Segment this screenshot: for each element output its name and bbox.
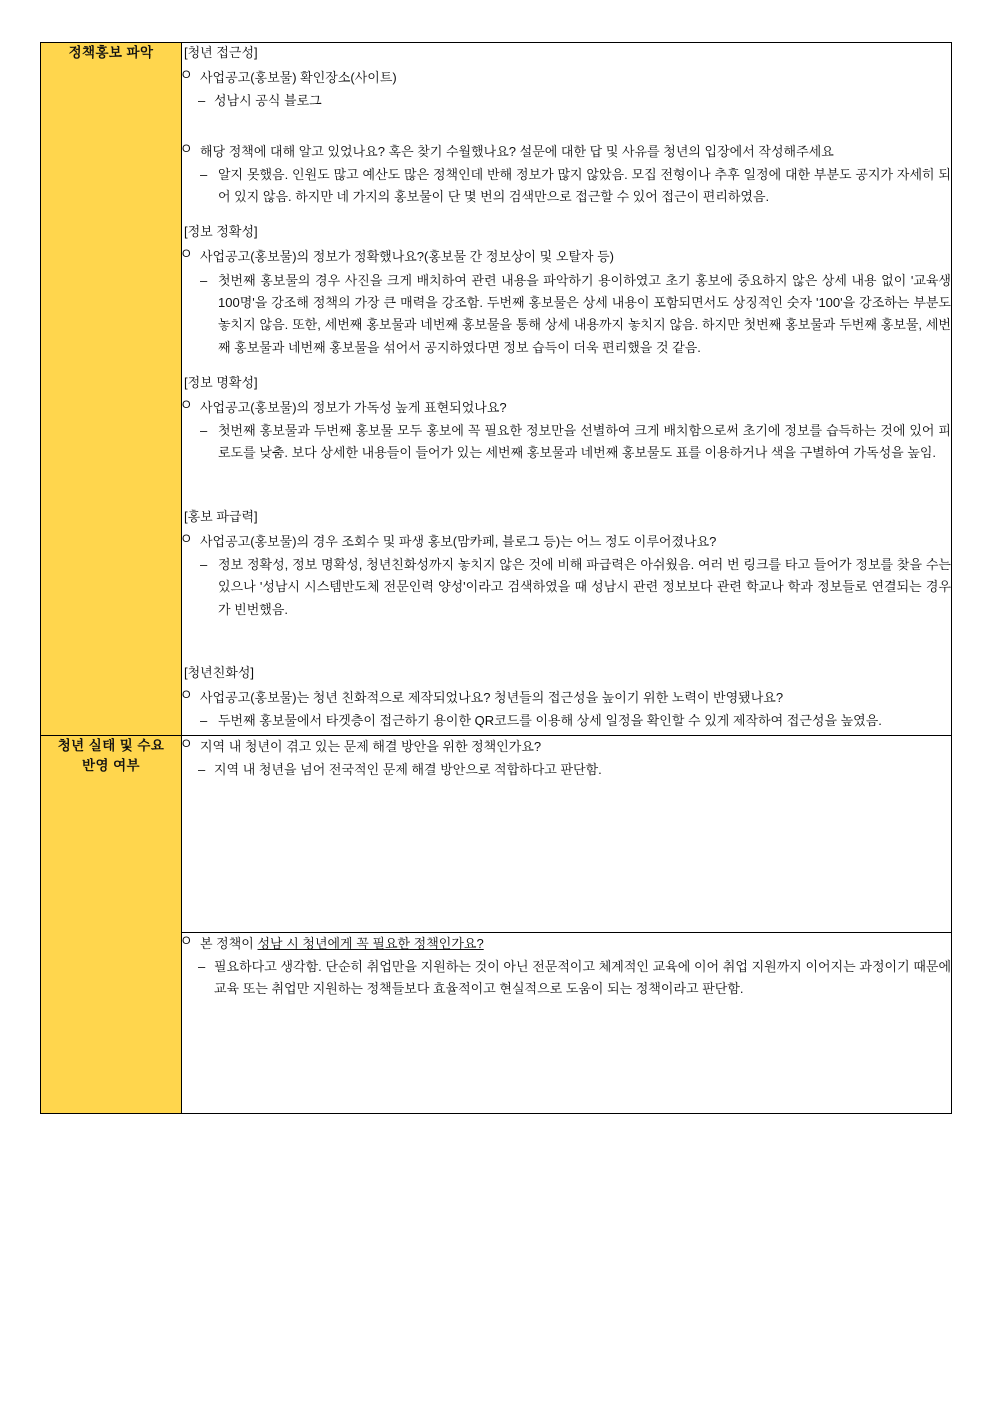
question-item xyxy=(182,67,951,88)
section-info-clarity xyxy=(182,373,951,493)
row-label-text-line1: 청년 실태 및 수요 xyxy=(57,737,165,753)
row-content-youth-needs-1 xyxy=(182,735,952,932)
question-bullet-icon: O xyxy=(182,248,191,261)
question-text: 지역 내 청년이 겪고 있는 문제 해결 방안을 위한 정책인가요? xyxy=(200,738,542,754)
evaluation-table xyxy=(40,42,952,1114)
row-label-text: 정책홍보 파악 xyxy=(68,45,154,60)
spacer xyxy=(182,115,951,141)
table-row-youth-needs-top xyxy=(41,735,952,932)
question-text: 해당 정책에 대해 알고 있었나요? 혹은 찾기 수월했나요? 설문에 대한 답 및 사유를 청년의 입장에서 작성해주세요 xyxy=(200,143,834,159)
answer-item xyxy=(182,956,951,1001)
question-item xyxy=(182,736,951,757)
question-text: 사업공고(홍보물)의 정보가 가독성 높게 표현되었나요? xyxy=(200,400,507,416)
answer-item xyxy=(182,90,951,112)
section-youth-friendliness xyxy=(182,663,951,733)
spacer xyxy=(182,467,951,493)
section-heading: [정보 명확성] xyxy=(184,374,258,390)
answer-dash-icon: – xyxy=(200,713,208,729)
question-item xyxy=(182,246,951,267)
question-item xyxy=(182,687,951,708)
question-item xyxy=(182,531,951,552)
question-bullet-icon: O xyxy=(182,689,191,702)
answer-dash-icon: – xyxy=(200,272,208,288)
row-label-text-line2: 반영 여부 xyxy=(82,757,140,773)
section-heading: [홍보 파급력] xyxy=(184,508,258,524)
answer-item xyxy=(182,164,951,209)
answer-text: 알지 못했음. 인원도 많고 예산도 많은 정책인데 반해 정보가 많지 않았음. 모집 전형이나 추후 일정에 대한 부분도 공지가 자세히 되어 있지 않음. 하지만 네 가지의 홍보물이 단 몇 번의 검색만으로 접근할 수 있어 접근이 편리하였음. xyxy=(218,166,951,204)
table-row-policy-promotion xyxy=(41,43,952,736)
answer-text: 첫번째 홍보물과 두번째 홍보물 모두 홍보에 꼭 필요한 정보만을 선별하여 크게 배치함으로써 초기에 정보를 습득하는 것에 있어 피로도를 낮춤. 보다 상세한 내용들이 들어가 있는 세번째 홍보물과 네번째 홍보물도 표를 이용하거나 색을 구별하여 가독성을 높임. xyxy=(218,423,951,461)
row-label-policy-promotion xyxy=(41,43,182,736)
answer-text: 첫번째 홍보물의 경우 사진을 크게 배치하여 관련 내용을 파악하기 용이하였고 초기 홍보에 중요하지 않은 상세 내용 없이 '교육생 100명'을 강조해 정책의 가장 큰 매력을 강조함. 두번째 홍보물은 상세 내용이 포함되면서도 상징적인 숫자 '100'을 강조하는 부분도 놓치지 않음. 또한, 세번째 홍보물과 네번째 홍보물을 통해 상세 내용까지 놓치지 않음. 하지만 첫번째 홍보물과 두번째 홍보물, 세번째 홍보물과 네번째 홍보물을 섞어서 공지하였다면 정보 습득이 더욱 편리했을 것 같음. xyxy=(218,272,951,355)
answer-dash-icon: – xyxy=(200,423,208,439)
question-text: 사업공고(홍보물)는 청년 친화적으로 제작되었나요? 청년들의 접근성을 높이기 위한 노력이 반영됐나요? xyxy=(200,690,784,706)
spacer xyxy=(182,623,951,649)
answer-text: 필요하다고 생각함. 단순히 취업만을 지원하는 것이 아닌 전문적이고 체계적인 교육에 이어 취업 지원까지 이어지는 과정이기 때문에 교육 또는 취업만 지원하는 정책들보다 효율적이고 현실적으로 도움이 되는 정책이라고 판단함. xyxy=(214,958,951,997)
answer-item xyxy=(182,759,951,781)
answer-text: 정보 정확성, 정보 명확성, 청년친화성까지 놓치지 않은 것에 비해 파급력은 아쉬웠음. 여러 번 링크를 타고 들어가 정보를 찾을 수는 있으나 '성남시 시스템반도체 전문인력 양성'이라고 검색하였을 때 성남시 관련 정보보다 관련 학교나 학과 정보들로 연결되는 경우가 빈번했음. xyxy=(218,557,951,617)
answer-item xyxy=(182,270,951,359)
question-text: 사업공고(홍보물)의 경우 조회수 및 파생 홍보(맘카페, 블로그 등)는 어느 정도 이루어졌나요? xyxy=(200,533,717,549)
answer-dash-icon: – xyxy=(200,557,208,573)
answer-item xyxy=(182,710,951,732)
question-bullet-icon: O xyxy=(182,532,191,545)
section-heading: [청년친화성] xyxy=(184,665,255,681)
answer-dash-icon: – xyxy=(200,166,208,182)
section-heading: [청년 접근성] xyxy=(184,45,258,60)
row-content-policy-promotion xyxy=(182,43,952,736)
question-bullet-icon: O xyxy=(182,934,191,947)
question-text: 사업공고(홍보물) 확인장소(사이트) xyxy=(200,70,397,86)
row-content-youth-needs-2 xyxy=(182,932,952,1113)
question-bullet-icon: O xyxy=(182,142,191,155)
section-promotion-reach xyxy=(182,507,951,649)
question-text-prefix: 본 정책이 xyxy=(200,935,254,951)
answer-item xyxy=(182,420,951,465)
row-label-youth-needs xyxy=(41,735,182,1113)
question-bullet-icon: O xyxy=(182,737,191,750)
question-bullet-icon: O xyxy=(182,69,191,82)
question-bullet-icon: O xyxy=(182,399,191,412)
answer-item xyxy=(182,554,951,621)
question-text: 사업공고(홍보물)의 정보가 정확했나요?(홍보물 간 정보상이 및 오탈자 등) xyxy=(200,249,615,265)
question-item xyxy=(182,933,951,954)
answer-text: 두번째 홍보물에서 타겟층이 접근하기 용이한 QR코드를 이용해 상세 일정을 확인할 수 있게 제작하여 접근성을 높였음. xyxy=(218,713,882,729)
question-item xyxy=(182,397,951,418)
answer-text: 지역 내 청년을 넘어 전국적인 문제 해결 방안으로 적합하다고 판단함. xyxy=(214,761,602,777)
answer-text: 성남시 공식 블로그 xyxy=(214,93,322,109)
section-info-accuracy xyxy=(182,222,951,359)
section-heading: [정보 정확성] xyxy=(184,224,258,240)
answer-dash-icon: – xyxy=(198,93,206,109)
section-youth-access xyxy=(182,43,951,208)
answer-dash-icon: – xyxy=(198,761,206,777)
question-text-underlined: 성남 시 청년에게 꼭 필요한 정책인가요? xyxy=(257,935,484,951)
answer-dash-icon: – xyxy=(198,958,206,974)
question-item xyxy=(182,141,951,162)
